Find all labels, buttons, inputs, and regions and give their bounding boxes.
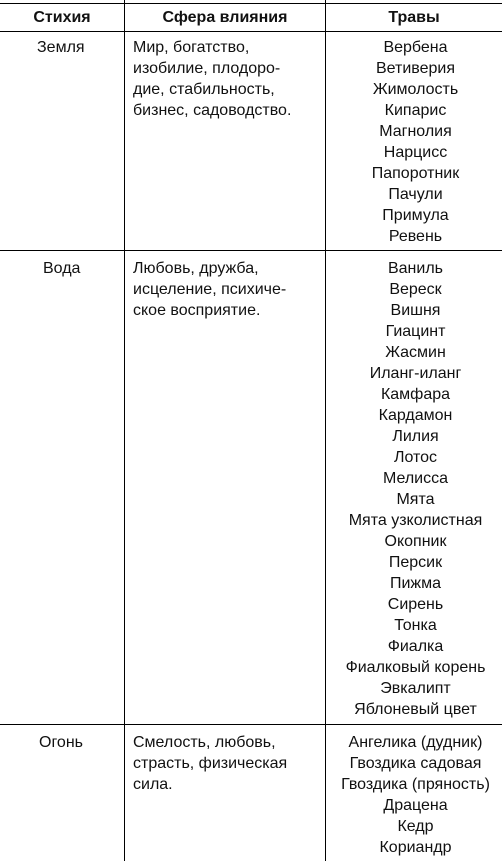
herb-item: Гиацинт: [385, 323, 446, 340]
row-earth-sphere: [133, 37, 291, 121]
row-divider-water-fire: [0, 724, 502, 725]
header-bottom-rule: [0, 31, 502, 32]
herb-item: Тонка: [394, 617, 437, 634]
sphere-line: исцеление, психиче-: [133, 281, 287, 298]
herb-item: Кедр: [397, 818, 434, 835]
herb-item: Персик: [388, 554, 443, 571]
herb-item: Эвкалипт: [380, 680, 451, 697]
herb-item: Иланг-иланг: [369, 365, 462, 382]
sphere-line: Любовь, дружба,: [133, 260, 259, 277]
table-top-rule: [0, 3, 502, 4]
herb-item: Вербена: [383, 39, 448, 56]
herb-item: Окопник: [384, 533, 447, 550]
sphere-line: ское восприятие.: [133, 302, 261, 319]
herb-item: Примула: [382, 207, 449, 224]
column-divider-1: [124, 0, 125, 861]
sphere-line: дие, стабильность,: [133, 81, 275, 98]
herb-item: Жимолость: [372, 81, 459, 98]
row-water-element: Вода: [43, 260, 81, 277]
sphere-line: Смелость, любовь,: [133, 734, 276, 751]
herb-item: Драцена: [383, 797, 448, 814]
row-water-sphere: [133, 258, 286, 321]
herb-item: Ветиверия: [375, 60, 456, 77]
herb-item: Папоротник: [371, 165, 460, 182]
herb-item: Фиалка: [387, 638, 444, 655]
herb-item: Ангелика (дудник): [348, 734, 483, 751]
row-fire-herbs: [330, 732, 501, 858]
sphere-line: сила.: [133, 776, 173, 793]
herb-item: Мята: [396, 491, 435, 508]
row-divider-earth-water: [0, 250, 502, 251]
herb-item: Мелисса: [382, 470, 449, 487]
herb-item: Ревень: [388, 228, 443, 245]
herb-item: Вереск: [389, 281, 442, 298]
herb-item: Лилия: [392, 428, 439, 445]
row-fire-element: Огонь: [39, 734, 83, 751]
herb-item: Гвоздика (пряность): [341, 776, 490, 793]
row-fire-sphere: [133, 732, 287, 795]
herb-item: Кипарис: [384, 102, 447, 119]
herb-item: Яблоневый цвет: [354, 701, 477, 718]
herb-item: Сирень: [387, 596, 444, 613]
sphere-line: страсть, физическая: [133, 755, 288, 772]
herb-item: Жасмин: [385, 344, 446, 361]
sphere-line: Мир, богатство,: [133, 39, 250, 56]
header-sphere: Сфера влияния: [162, 9, 288, 26]
sphere-line: бизнес, садоводство.: [133, 102, 292, 119]
herb-item: Кардамон: [378, 407, 453, 424]
header-herbs: Травы: [388, 9, 440, 26]
row-water-herbs: [330, 258, 501, 720]
herb-item: Лотос: [393, 449, 438, 466]
row-earth-element: Земля: [37, 39, 85, 56]
herb-item: Гвоздика садовая: [349, 755, 482, 772]
sphere-line: изобилие, плодоро-: [133, 60, 281, 77]
herb-item: Пачули: [388, 186, 443, 203]
row-earth-herbs: [330, 37, 501, 247]
herb-item: Фиалковый корень: [345, 659, 486, 676]
herb-item: Вишня: [390, 302, 441, 319]
herb-item: Кориандр: [379, 839, 452, 856]
column-divider-2: [325, 0, 326, 861]
herb-item: Мята узколистная: [348, 512, 483, 529]
header-element: Стихия: [33, 9, 91, 26]
herb-item: Ваниль: [387, 260, 443, 277]
herb-item: Камфара: [380, 386, 451, 403]
herb-item: Пижма: [389, 575, 442, 592]
herb-item: Магнолия: [379, 123, 452, 140]
herb-item: Нарцисс: [383, 144, 448, 161]
